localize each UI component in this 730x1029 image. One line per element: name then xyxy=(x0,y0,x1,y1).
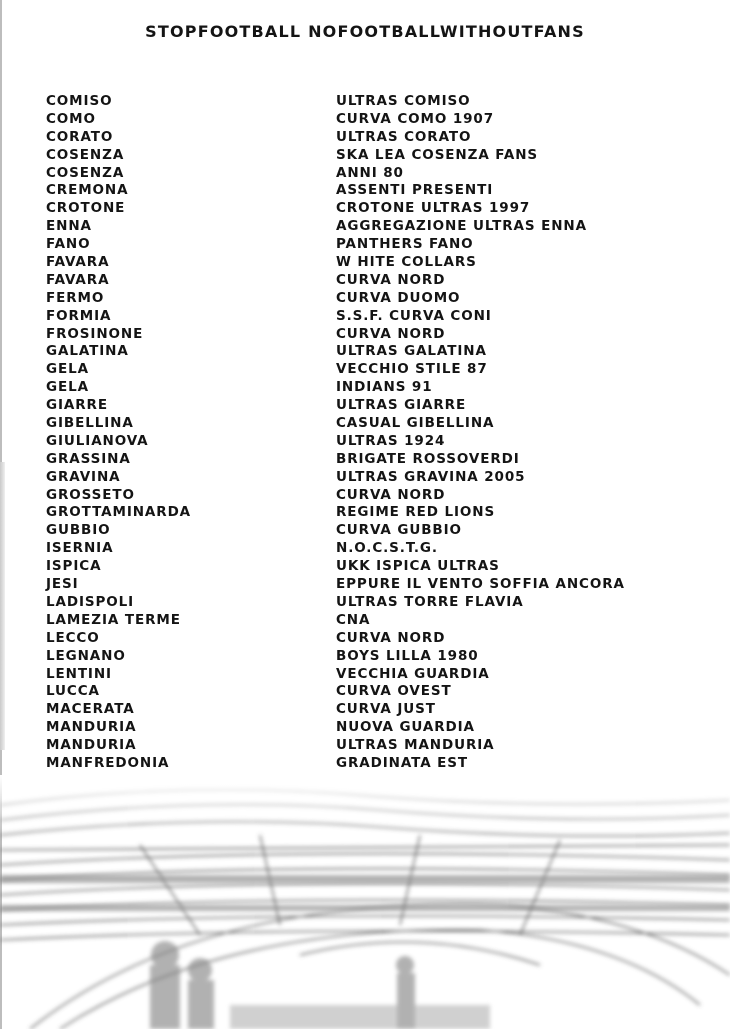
fan-group-name: ASSENTI PRESENTI xyxy=(336,182,494,199)
list-row xyxy=(46,326,706,344)
fan-group-name: PANTHERS FANO xyxy=(336,236,474,253)
city-name: ISPICA xyxy=(46,558,102,575)
city-name: COMO xyxy=(46,110,96,127)
club-group-list xyxy=(46,93,706,773)
fan-group-name: CURVA NORD xyxy=(336,325,446,342)
city-name: ISERNIA xyxy=(46,540,114,557)
city-name: FAVARA xyxy=(46,271,110,288)
list-row xyxy=(46,648,706,666)
city-name: GIARRE xyxy=(46,397,108,414)
city-name: FAVARA xyxy=(46,254,110,271)
list-row xyxy=(46,666,706,684)
list-row xyxy=(46,397,706,415)
fan-group-name: VECCHIA GUARDIA xyxy=(336,665,490,682)
list-row xyxy=(46,290,706,308)
list-row xyxy=(46,558,706,576)
fan-group-name: ULTRAS GRAVINA 2005 xyxy=(336,468,526,485)
fan-group-name: ULTRAS COMISO xyxy=(336,93,471,109)
fan-group-name: CROTONE ULTRAS 1997 xyxy=(336,200,531,217)
fan-group-name: CURVA NORD xyxy=(336,271,446,288)
city-name: GIBELLINA xyxy=(46,415,134,432)
list-row xyxy=(46,576,706,594)
city-name: MANDURIA xyxy=(46,719,137,736)
city-name: GROTTAMINARDA xyxy=(46,504,192,521)
fan-group-name: ANNI 80 xyxy=(336,164,404,181)
list-row xyxy=(46,433,706,451)
list-row xyxy=(46,343,706,361)
list-row xyxy=(46,683,706,701)
city-name: FANO xyxy=(46,236,91,253)
stadium-sketch-illustration xyxy=(0,775,730,1029)
city-name: LEGNANO xyxy=(46,647,126,664)
fan-group-name: AGGREGAZIONE ULTRAS ENNA xyxy=(336,218,587,235)
city-name: COMISO xyxy=(46,93,113,109)
city-name: ENNA xyxy=(46,218,92,235)
list-row xyxy=(46,469,706,487)
city-name: GIULIANOVA xyxy=(46,432,149,449)
fan-group-name: CASUAL GIBELLINA xyxy=(336,415,495,432)
fan-group-name: BOYS LILLA 1980 xyxy=(336,647,479,664)
list-row xyxy=(46,308,706,326)
fan-group-name: ULTRAS CORATO xyxy=(336,128,472,145)
list-row xyxy=(46,612,706,630)
city-name: LENTINI xyxy=(46,665,112,682)
side-scroll-tab xyxy=(0,462,5,750)
list-row xyxy=(46,111,706,129)
list-row xyxy=(46,147,706,165)
list-row xyxy=(46,93,706,111)
list-row xyxy=(46,701,706,719)
list-row xyxy=(46,236,706,254)
city-name: CROTONE xyxy=(46,200,126,217)
city-name: CREMONA xyxy=(46,182,129,199)
city-name: GALATINA xyxy=(46,343,129,360)
fan-group-name: BRIGATE ROSSOVERDI xyxy=(336,450,520,467)
list-row xyxy=(46,504,706,522)
city-name: GROSSETO xyxy=(46,486,135,503)
fan-group-name: ULTRAS MANDURIA xyxy=(336,737,495,754)
city-name: MANFREDONIA xyxy=(46,754,170,771)
fan-group-name: EPPURE IL VENTO SOFFIA ANCORA xyxy=(336,576,625,593)
list-row xyxy=(46,272,706,290)
city-name: FORMIA xyxy=(46,307,112,324)
list-row xyxy=(46,379,706,397)
fan-group-name: NUOVA GUARDIA xyxy=(336,719,475,736)
list-row xyxy=(46,200,706,218)
city-name: GELA xyxy=(46,361,89,378)
city-name: GUBBIO xyxy=(46,522,111,539)
fan-group-name: S.S.F. CURVA CONI xyxy=(336,307,492,324)
city-name: GRASSINA xyxy=(46,450,131,467)
city-name: GRAVINA xyxy=(46,468,121,485)
fan-group-name: CURVA OVEST xyxy=(336,683,452,700)
fan-group-name: UKK ISPICA ULTRAS xyxy=(336,558,500,575)
fan-group-name: CURVA NORD xyxy=(336,629,446,646)
fan-group-name: CURVA DUOMO xyxy=(336,289,461,306)
city-name: FROSINONE xyxy=(46,325,144,342)
list-row xyxy=(46,165,706,183)
fan-group-name: ULTRAS TORRE FLAVIA xyxy=(336,593,524,610)
city-name: FERMO xyxy=(46,289,105,306)
list-row xyxy=(46,182,706,200)
list-row xyxy=(46,755,706,773)
list-row xyxy=(46,737,706,755)
city-name: COSENZA xyxy=(46,146,125,163)
list-row xyxy=(46,218,706,236)
city-name: LAMEZIA TERME xyxy=(46,611,181,628)
fan-group-name: REGIME RED LIONS xyxy=(336,504,496,521)
list-row xyxy=(46,361,706,379)
list-row xyxy=(46,487,706,505)
city-name: GELA xyxy=(46,379,89,396)
fan-group-name: VECCHIO STILE 87 xyxy=(336,361,488,378)
list-row xyxy=(46,594,706,612)
fan-group-name: ULTRAS 1924 xyxy=(336,432,446,449)
city-name: MACERATA xyxy=(46,701,135,718)
city-name: LECCO xyxy=(46,629,100,646)
list-row xyxy=(46,129,706,147)
list-row xyxy=(46,719,706,737)
list-row xyxy=(46,522,706,540)
city-name: COSENZA xyxy=(46,164,125,181)
list-row xyxy=(46,630,706,648)
list-row xyxy=(46,415,706,433)
list-row xyxy=(46,540,706,558)
fan-group-name: CNA xyxy=(336,611,371,628)
page-title: STOPFOOTBALL NOFOOTBALLWITHOUTFANS xyxy=(145,22,585,41)
city-name: LADISPOLI xyxy=(46,593,135,610)
city-name: MANDURIA xyxy=(46,737,137,754)
list-row xyxy=(46,254,706,272)
fan-group-name: CURVA GUBBIO xyxy=(336,522,462,539)
fan-group-name: SKA LEA COSENZA FANS xyxy=(336,146,539,163)
fan-group-name: ULTRAS GIARRE xyxy=(336,397,467,414)
list-row xyxy=(46,451,706,469)
fan-group-name: GRADINATA EST xyxy=(336,754,469,771)
city-name: CORATO xyxy=(46,128,114,145)
fan-group-name: ULTRAS GALATINA xyxy=(336,343,487,360)
fan-group-name: INDIANS 91 xyxy=(336,379,433,396)
fan-group-name: N.O.C.S.T.G. xyxy=(336,540,438,557)
fan-group-name: CURVA JUST xyxy=(336,701,436,718)
fan-group-name: W HITE COLLARS xyxy=(336,254,477,271)
city-name: JESI xyxy=(46,576,79,593)
fan-group-name: CURVA NORD xyxy=(336,486,446,503)
fan-group-name: CURVA COMO 1907 xyxy=(336,110,495,127)
city-name: LUCCA xyxy=(46,683,100,700)
